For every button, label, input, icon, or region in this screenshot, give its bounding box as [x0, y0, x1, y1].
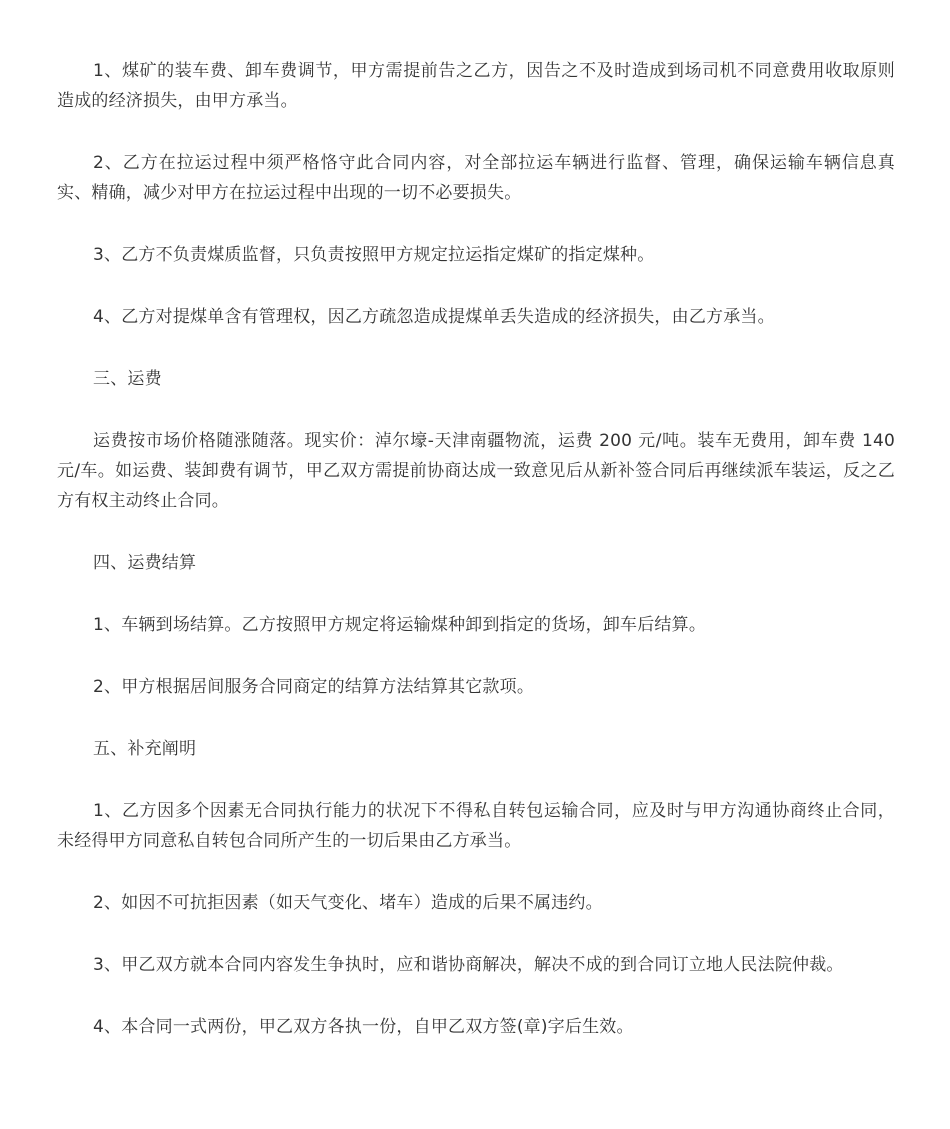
- document-page: [57, 56, 895, 1042]
- paragraph-gap: [57, 270, 895, 302]
- clause-copies: 4、本合同一式两份，甲乙双方各执一份，自甲乙双方签(章)字后生效。: [93, 1017, 634, 1037]
- paragraph-gap: [57, 764, 895, 796]
- clause-loading-fee: 1、煤矿的装车费、卸车费调节，甲方需提前告之乙方，因告之不及时造成到场司机不同意费用收取原则造成的经济损失，由甲方承当。: [57, 61, 895, 111]
- paragraph-gap: [57, 918, 895, 950]
- paragraph-gap: [57, 332, 895, 364]
- paragraph-gap: [57, 116, 895, 148]
- paragraph-gap: [57, 394, 895, 426]
- paragraph-gap: [57, 516, 895, 548]
- clause-transport-supervision: 2、乙方在拉运过程中须严格恪守此合同内容，对全部拉运车辆进行监督、管理，确保运输车辆信息真实、精确，减少对甲方在拉运过程中出现的一切不必要损失。: [57, 153, 895, 203]
- section-heading-settlement: 四、运费结算: [93, 553, 197, 573]
- clause-coal-bill: 4、乙方对提煤单含有管理权，因乙方疏忽造成提煤单丢失造成的经济损失，由乙方承当。: [93, 307, 775, 327]
- paragraph-gap: [57, 578, 895, 610]
- clause-settlement-other: 2、甲方根据居间服务合同商定的结算方法结算其它款项。: [93, 677, 535, 697]
- clause-force-majeure: 2、如因不可抗拒因素（如天气变化、堵车）造成的后果不属违约。: [93, 893, 603, 913]
- clause-coal-quality: 3、乙方不负责煤质监督，只负责按照甲方规定拉运指定煤矿的指定煤种。: [93, 245, 655, 265]
- clause-no-subcontract: 1、乙方因多个因素无合同执行能力的状况下不得私自转包运输合同，应及时与甲方沟通协商终止合同，未经得甲方同意私自转包合同所产生的一切后果由乙方承当。: [57, 801, 895, 851]
- paragraph-gap: [57, 980, 895, 1012]
- section-heading-supplement: 五、补充阐明: [93, 739, 197, 759]
- section-heading-freight: 三、运费: [93, 369, 162, 389]
- clause-freight-price: 运费按市场价格随涨随落。现实价：淖尔壕-天津南疆物流，运费 200 元/吨。装车无费用，卸车费 140 元/车。如运费、装卸费有调节，甲乙双方需提前协商达成一致意见后从新补签合同后再继续派车装运，反之乙方有权主动终止合同。: [57, 431, 895, 511]
- paragraph-gap: [57, 856, 895, 888]
- paragraph-gap: [57, 702, 895, 734]
- paragraph-gap: [57, 208, 895, 240]
- clause-dispute: 3、甲乙双方就本合同内容发生争执时，应和谐协商解决，解决不成的到合同订立地人民法院仲裁。: [93, 955, 844, 975]
- clause-settlement-arrival: 1、车辆到场结算。乙方按照甲方规定将运输煤种卸到指定的货场，卸车后结算。: [93, 615, 707, 635]
- paragraph-gap: [57, 640, 895, 672]
